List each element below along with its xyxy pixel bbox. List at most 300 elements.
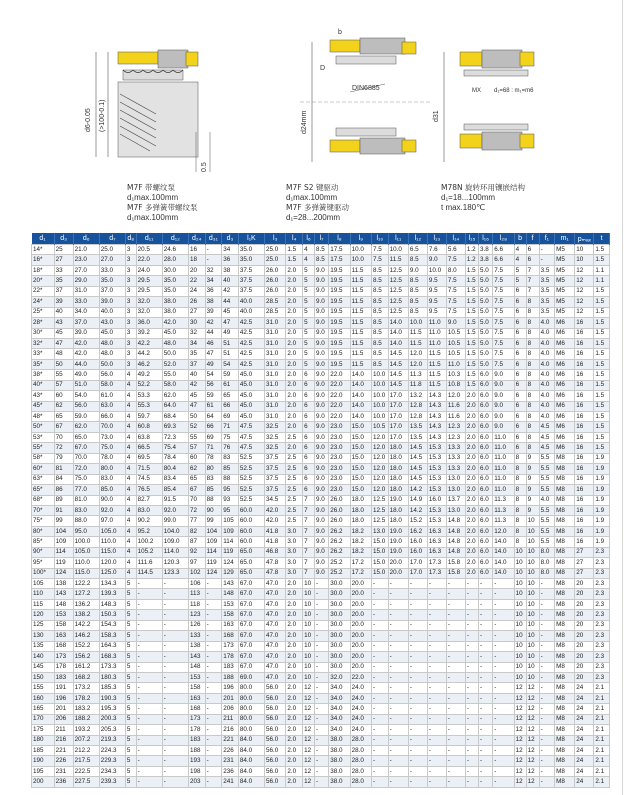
- table-cell: 12: [514, 766, 526, 776]
- table-cell: 13.2: [408, 391, 427, 401]
- table-cell: 65.0: [238, 568, 264, 578]
- table-cell: 152.2: [73, 641, 99, 651]
- table-cell: -: [162, 589, 188, 599]
- table-cell: -: [446, 652, 465, 662]
- table-cell: 7: [303, 516, 315, 526]
- table-cell: 77.0: [73, 485, 99, 495]
- table-cell: 4.5: [539, 443, 554, 453]
- table-cell: 81: [54, 464, 73, 474]
- table-cell: 12.8: [408, 401, 427, 411]
- table-cell: 2.0: [286, 610, 303, 620]
- table-cell: 12: [575, 307, 594, 317]
- table-cell: -: [372, 579, 389, 589]
- table-cell: 42.2: [136, 338, 162, 348]
- table-cell: 124: [205, 568, 222, 578]
- table-cell: 30.0: [329, 641, 350, 651]
- table-cell: 53.3: [136, 391, 162, 401]
- table-cell: -: [388, 683, 408, 693]
- table-cell: 1.1: [594, 265, 610, 275]
- table-cell: -: [162, 631, 188, 641]
- table-cell: 35: [54, 276, 73, 286]
- table-cell: 7: [303, 505, 315, 515]
- table-cell: -: [162, 672, 188, 682]
- table-cell: 84.0: [238, 735, 264, 745]
- table-cell: 4: [125, 443, 136, 453]
- table-cell: 7: [526, 286, 539, 296]
- table-cell: -: [539, 652, 554, 662]
- table-row: [32, 359, 610, 369]
- table-row: [32, 526, 610, 536]
- table-cell: 5: [303, 349, 315, 359]
- table-cell: 54: [205, 370, 222, 380]
- table-cell: 5: [125, 714, 136, 724]
- table-cell: 26: [188, 297, 205, 307]
- table-cell: 16: [575, 485, 594, 495]
- table-cell: -: [205, 641, 222, 651]
- table-cell: 37.5: [265, 453, 286, 463]
- table-row: [32, 495, 610, 505]
- table-cell: 4.0: [539, 318, 554, 328]
- table-cell: 92.0: [162, 505, 188, 515]
- table-cell: -: [388, 579, 408, 589]
- table-cell: -: [408, 620, 427, 630]
- table-cell: 13.3: [446, 464, 465, 474]
- table-cell: -: [372, 620, 389, 630]
- table-cell: 14.3: [427, 422, 446, 432]
- table-cell: 3.5: [539, 265, 554, 275]
- table-cell: 173.2: [73, 683, 99, 693]
- table-cell: 56: [205, 380, 222, 390]
- table-cell: 6.0: [479, 526, 493, 536]
- table-cell: 10: [526, 610, 539, 620]
- table-cell: 69.3: [162, 422, 188, 432]
- table-cell: 173: [222, 641, 239, 651]
- table-row: [32, 714, 610, 724]
- table-cell: 15.0: [372, 537, 389, 547]
- table-row: [32, 547, 610, 557]
- table-cell: -: [446, 704, 465, 714]
- table-cell: 2.3: [594, 662, 610, 672]
- table-cell: -: [446, 683, 465, 693]
- table-cell: -: [539, 746, 554, 756]
- table-cell: -: [408, 693, 427, 703]
- table-cell: 20: [575, 672, 594, 682]
- table-cell: 7: [303, 526, 315, 536]
- table-cell: 6: [514, 359, 526, 369]
- table-cell: 145: [32, 662, 55, 672]
- table-cell: -: [162, 777, 188, 787]
- table-cell: 16: [575, 380, 594, 390]
- table-cell: 6.0: [479, 422, 493, 432]
- table-cell: 2.3: [594, 599, 610, 609]
- table-cell: 143: [54, 589, 73, 599]
- table-cell: 80.0: [238, 714, 264, 724]
- table-cell: -: [493, 746, 514, 756]
- table-cell: 125.0: [99, 568, 125, 578]
- table-cell: 60: [54, 391, 73, 401]
- table-cell: 2.3: [594, 652, 610, 662]
- table-cell: M8: [555, 662, 575, 672]
- table-cell: 2.0: [465, 422, 478, 432]
- table-cell: 2.0: [286, 412, 303, 422]
- table-cell: 20.0: [350, 631, 371, 641]
- table-cell: 12: [303, 777, 315, 787]
- table-cell: 42: [188, 380, 205, 390]
- table-cell: 30: [188, 318, 205, 328]
- table-cell: 22.0: [329, 401, 350, 411]
- table-cell: 163: [222, 620, 239, 630]
- table-cell: 13.0: [446, 505, 465, 515]
- table-cell: 8: [526, 328, 539, 338]
- table-cell: 10: [303, 631, 315, 641]
- table-cell: 6: [514, 412, 526, 422]
- table-cell: -: [162, 693, 188, 703]
- table-cell: 35.0: [238, 245, 264, 255]
- table-cell: 79: [54, 453, 73, 463]
- table-cell: 3: [125, 245, 136, 255]
- table-cell: 45: [54, 328, 73, 338]
- table-cell: M8: [555, 693, 575, 703]
- table-cell: 66.5: [136, 443, 162, 453]
- table-cell: -: [493, 714, 514, 724]
- table-cell: 37.5: [238, 276, 264, 286]
- table-cell: 9.0: [314, 276, 328, 286]
- table-cell: 6: [514, 328, 526, 338]
- table-cell: 9.0: [314, 380, 328, 390]
- table-cell: 2.5: [286, 432, 303, 442]
- table-cell: 104: [54, 526, 73, 536]
- table-cell: M6: [555, 349, 575, 359]
- table-cell: 11.5: [350, 338, 371, 348]
- table-cell: 5: [514, 276, 526, 286]
- table-cell: 12: [514, 725, 526, 735]
- table-cell: -: [408, 746, 427, 756]
- table-cell: -: [446, 631, 465, 641]
- table-cell: 5.5: [539, 516, 554, 526]
- table-cell: -: [493, 579, 514, 589]
- table-cell: 113: [188, 589, 205, 599]
- caption-m7f-s2: [286, 183, 349, 223]
- table-cell: 2.3: [594, 558, 610, 568]
- table-cell: 24.0: [350, 693, 371, 703]
- table-cell: 11.3: [493, 495, 514, 505]
- table-row: [32, 255, 610, 265]
- table-cell: -: [479, 641, 493, 651]
- table-cell: 48.0: [99, 349, 125, 359]
- table-cell: 161.2: [73, 662, 99, 672]
- table-cell: 12.0: [372, 453, 389, 463]
- table-cell: 15.3: [427, 516, 446, 526]
- table-cell: 9.5: [427, 307, 446, 317]
- table-cell: 173.3: [99, 662, 125, 672]
- table-cell: M8: [555, 485, 575, 495]
- table-cell: 1.5: [594, 349, 610, 359]
- table-cell: 46: [205, 338, 222, 348]
- fig1-dim-100: (>100-0.1): [99, 99, 106, 132]
- table-cell: 12.0: [372, 474, 389, 484]
- table-cell: 23.0: [329, 432, 350, 442]
- table-cell: 148: [54, 599, 73, 609]
- table-cell: 90: [205, 505, 222, 515]
- table-cell: 190.3: [99, 693, 125, 703]
- table-cell: 39.0: [99, 297, 125, 307]
- table-cell: 2.0: [286, 631, 303, 641]
- table-cell: 221: [54, 746, 73, 756]
- table-cell: 5.5: [539, 485, 554, 495]
- table-cell: -: [372, 599, 389, 609]
- table-cell: 34.0: [329, 693, 350, 703]
- table-cell: 2.0: [465, 526, 478, 536]
- table-cell: 20: [575, 610, 594, 620]
- table-cell: 20*: [32, 276, 55, 286]
- table-cell: 58.0: [162, 380, 188, 390]
- table-cell: -: [205, 725, 222, 735]
- table-cell: 241: [222, 777, 239, 787]
- table-cell: 4: [125, 370, 136, 380]
- table-cell: 173: [54, 652, 73, 662]
- table-cell: 1.9: [594, 505, 610, 515]
- table-cell: 5.0: [479, 349, 493, 359]
- table-cell: 4: [125, 568, 136, 578]
- table-cell: 2.5: [286, 516, 303, 526]
- table-cell: 60.0: [238, 516, 264, 526]
- table-cell: M8: [555, 526, 575, 536]
- table-cell: 17.0: [388, 422, 408, 432]
- table-cell: 2.0: [286, 338, 303, 348]
- table-cell: 105: [222, 516, 239, 526]
- column-header: l₁K: [238, 233, 264, 245]
- table-cell: 4.0: [539, 349, 554, 359]
- table-cell: 20: [575, 599, 594, 609]
- table-cell: 32: [188, 328, 205, 338]
- table-cell: 31.0: [265, 359, 286, 369]
- table-cell: -: [205, 683, 222, 693]
- table-cell: 61: [205, 401, 222, 411]
- table-cell: 4: [125, 401, 136, 411]
- caption-m78n-line2: d₁=18...100mm: [441, 193, 496, 202]
- table-cell: -: [205, 714, 222, 724]
- table-cell: -: [479, 662, 493, 672]
- table-row: [32, 453, 610, 463]
- table-cell: 14.5: [388, 380, 408, 390]
- table-cell: 56.0: [265, 766, 286, 776]
- table-cell: -: [539, 599, 554, 609]
- table-cell: 37.0: [73, 318, 99, 328]
- table-cell: 4: [125, 422, 136, 432]
- table-cell: 12.5: [388, 276, 408, 286]
- table-cell: 91: [54, 505, 73, 515]
- table-cell: 114.0: [162, 547, 188, 557]
- table-cell: 123: [188, 610, 205, 620]
- table-cell: 12: [514, 683, 526, 693]
- table-cell: 211: [54, 725, 73, 735]
- table-cell: 67.0: [238, 610, 264, 620]
- table-cell: 1.9: [594, 453, 610, 463]
- table-cell: -: [479, 672, 493, 682]
- table-cell: 62.0: [162, 391, 188, 401]
- table-cell: 13.0: [446, 485, 465, 495]
- caption-m7f-line3: M7F 多弹簧带螺纹泵: [127, 203, 198, 212]
- table-cell: 2.0: [286, 579, 303, 589]
- table-cell: -: [493, 735, 514, 745]
- seal-drawing-m7f-s2: [290, 22, 440, 182]
- table-cell: 17.0: [388, 412, 408, 422]
- table-cell: 5: [125, 766, 136, 776]
- table-cell: 8: [526, 401, 539, 411]
- table-cell: 91.5: [162, 495, 188, 505]
- table-cell: 55.0: [162, 370, 188, 380]
- table-cell: 24: [188, 286, 205, 296]
- table-cell: 2.0: [286, 307, 303, 317]
- table-cell: 134.3: [99, 579, 125, 589]
- table-cell: 20: [575, 652, 594, 662]
- table-cell: 20: [575, 620, 594, 630]
- table-cell: -: [388, 610, 408, 620]
- table-cell: 80.0: [238, 693, 264, 703]
- table-cell: 24.0: [350, 714, 371, 724]
- table-cell: -: [388, 735, 408, 745]
- table-cell: 7: [303, 537, 315, 547]
- table-cell: 11.0: [493, 485, 514, 495]
- table-cell: 45.0: [238, 412, 264, 422]
- table-cell: 22.0: [329, 370, 350, 380]
- table-cell: 212.2: [73, 746, 99, 756]
- table-cell: 28.5: [265, 297, 286, 307]
- table-cell: 15.0: [350, 422, 371, 432]
- table-cell: -: [493, 777, 514, 787]
- table-cell: 10.0: [372, 391, 389, 401]
- table-cell: 75.0: [99, 443, 125, 453]
- table-cell: 19.5: [329, 307, 350, 317]
- table-cell: 19.5: [329, 265, 350, 275]
- table-cell: 16: [575, 526, 594, 536]
- table-cell: -: [408, 662, 427, 672]
- table-cell: 10.5: [372, 422, 389, 432]
- table-cell: 67.0: [238, 589, 264, 599]
- table-cell: 55: [188, 432, 205, 442]
- table-cell: 33*: [32, 349, 55, 359]
- table-cell: 37.5: [265, 485, 286, 495]
- table-cell: 6.0: [479, 443, 493, 453]
- table-cell: 85: [205, 485, 222, 495]
- table-cell: -: [479, 735, 493, 745]
- table-cell: 1.5: [594, 286, 610, 296]
- column-header: pₘₐₓ: [575, 233, 594, 245]
- table-row: [32, 766, 610, 776]
- table-cell: -: [465, 735, 478, 745]
- table-cell: 67.0: [238, 620, 264, 630]
- table-cell: -: [539, 714, 554, 724]
- table-cell: 13.5: [408, 432, 427, 442]
- table-cell: -: [314, 631, 328, 641]
- table-cell: -: [493, 631, 514, 641]
- table-cell: 90*: [32, 547, 55, 557]
- table-cell: 2.0: [465, 485, 478, 495]
- table-cell: 150: [32, 672, 55, 682]
- table-cell: 10: [303, 599, 315, 609]
- table-cell: 18.2: [350, 537, 371, 547]
- table-cell: 5: [125, 683, 136, 693]
- table-cell: 29.5: [136, 286, 162, 296]
- column-header: l₁₃: [427, 233, 446, 245]
- table-cell: 16.3: [427, 537, 446, 547]
- table-cell: 6: [303, 464, 315, 474]
- table-cell: 9.0: [314, 495, 328, 505]
- table-cell: 8: [514, 495, 526, 505]
- table-cell: M8: [555, 599, 575, 609]
- table-cell: 24.6: [162, 245, 188, 255]
- table-cell: -: [136, 735, 162, 745]
- table-cell: 12: [514, 777, 526, 787]
- table-cell: 16: [575, 318, 594, 328]
- table-cell: 11.0: [493, 474, 514, 484]
- table-cell: 56.0: [265, 725, 286, 735]
- table-cell: 53*: [32, 432, 55, 442]
- table-cell: 62: [188, 464, 205, 474]
- table-cell: 205.3: [99, 725, 125, 735]
- caption-m7f-line2: d₁max.100mm: [127, 193, 179, 202]
- table-cell: 15.8: [446, 558, 465, 568]
- table-cell: 33.0: [99, 265, 125, 275]
- table-cell: 65*: [32, 485, 55, 495]
- table-cell: 9.0: [314, 265, 328, 275]
- table-cell: 6.0: [479, 370, 493, 380]
- table-cell: 40.0: [99, 307, 125, 317]
- table-cell: 5: [125, 725, 136, 735]
- table-cell: 216: [222, 725, 239, 735]
- table-cell: 5: [303, 297, 315, 307]
- table-cell: 2.0: [465, 495, 478, 505]
- table-cell: 4: [514, 255, 526, 265]
- table-cell: 188: [188, 746, 205, 756]
- table-cell: -: [479, 714, 493, 724]
- table-cell: 8: [526, 422, 539, 432]
- table-cell: 32.5: [265, 422, 286, 432]
- table-cell: -: [465, 662, 478, 672]
- table-cell: 12.0: [408, 349, 427, 359]
- table-cell: 7: [303, 568, 315, 578]
- table-cell: -: [446, 610, 465, 620]
- table-cell: 30.0: [162, 265, 188, 275]
- table-cell: 66: [205, 422, 222, 432]
- table-cell: 43: [54, 318, 73, 328]
- table-cell: 8: [526, 391, 539, 401]
- table-cell: 8.5: [372, 297, 389, 307]
- table-cell: 8.5: [408, 276, 427, 286]
- table-cell: 7.5: [493, 318, 514, 328]
- table-cell: 86: [54, 485, 73, 495]
- table-cell: 28.0: [350, 766, 371, 776]
- table-cell: 15.3: [427, 474, 446, 484]
- table-cell: 10.0: [372, 412, 389, 422]
- table-cell: -: [493, 672, 514, 682]
- table-cell: 9.0: [314, 505, 328, 515]
- column-header: l₁₀: [372, 233, 389, 245]
- table-cell: 47.0: [265, 641, 286, 651]
- table-cell: 5: [303, 276, 315, 286]
- table-cell: -: [388, 589, 408, 599]
- table-cell: 10: [514, 620, 526, 630]
- table-cell: 25.2: [329, 558, 350, 568]
- table-cell: 18.2: [350, 526, 371, 536]
- table-cell: 1.5: [465, 318, 478, 328]
- table-cell: 1.5: [594, 255, 610, 265]
- seal-drawing-m78n: [420, 22, 570, 182]
- table-cell: 20: [575, 631, 594, 641]
- table-cell: 47.0: [265, 589, 286, 599]
- table-cell: 9.0: [314, 558, 328, 568]
- table-cell: 6.0: [479, 412, 493, 422]
